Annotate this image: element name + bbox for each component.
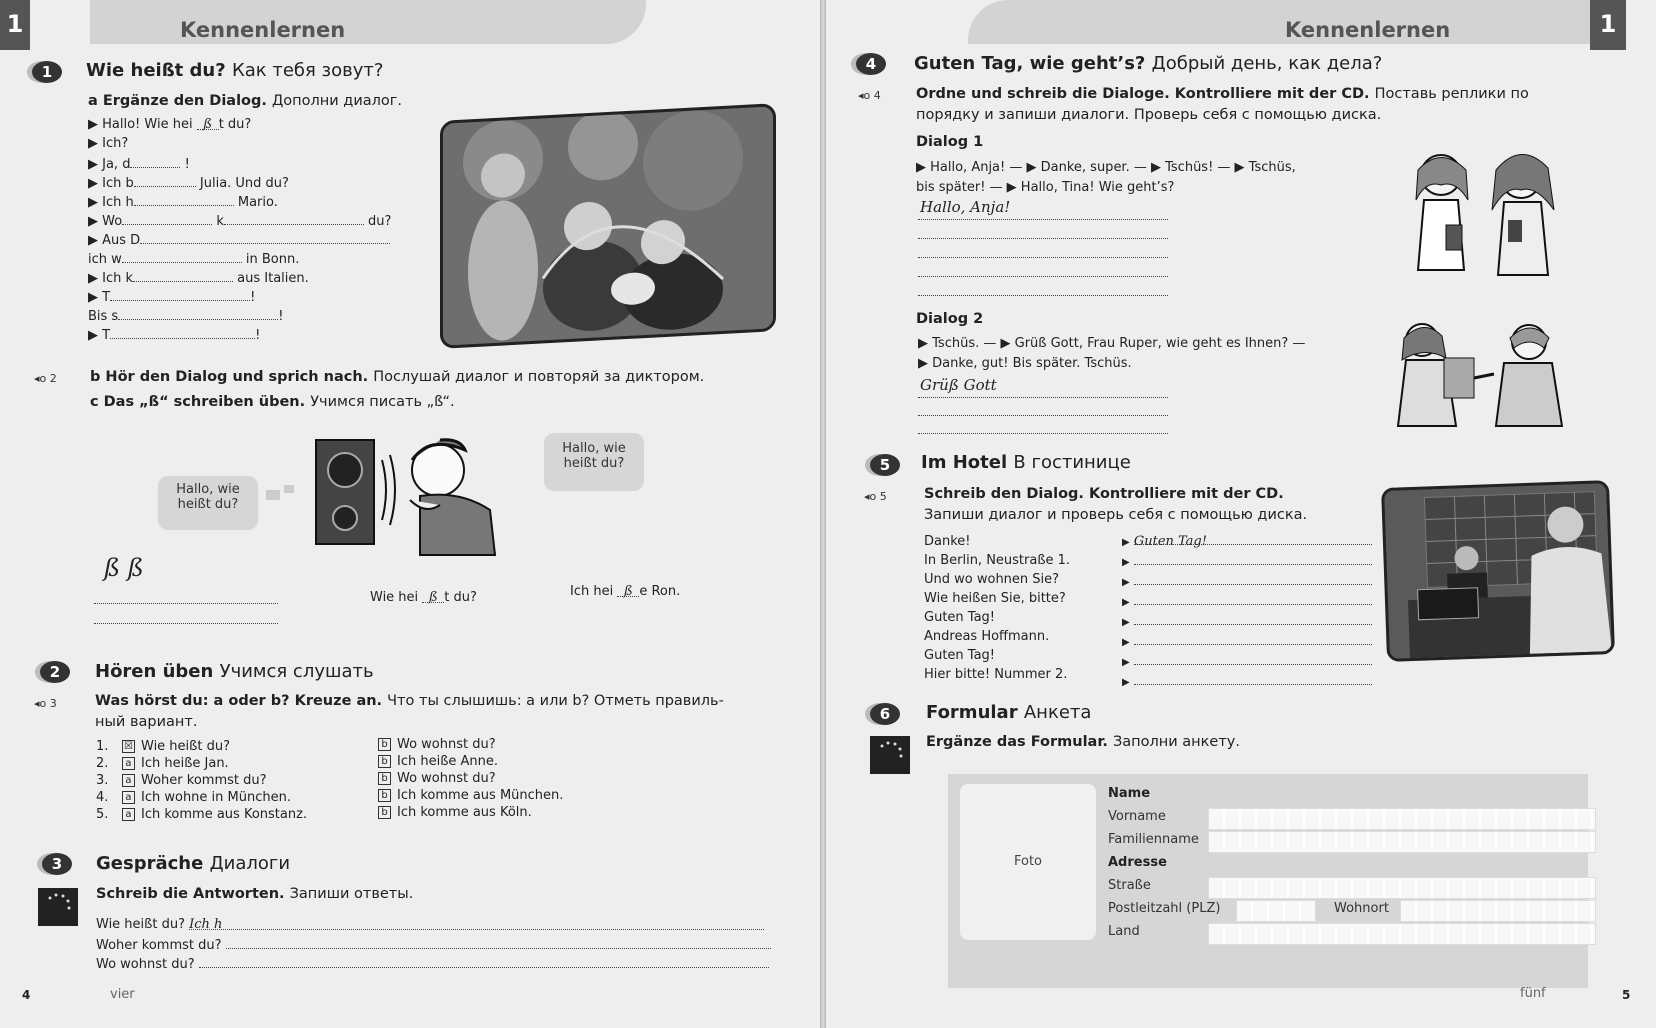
header-title: Kennenlernen [1285, 18, 1451, 42]
writing-line[interactable] [94, 603, 278, 604]
choice-item: b Ich komme aus München. [378, 787, 563, 804]
instruction-cont: порядку и запиши диалоги. Проверь себя с помощью диска. [916, 107, 1382, 123]
hotel-line: Guten Tag! [924, 610, 995, 625]
audio-track-icon[interactable]: ◂o 2 [34, 372, 57, 385]
photo-box[interactable]: Foto [960, 784, 1096, 940]
dialog-2-line: ▶ Danke, gut! Bis später. Tschüs. [918, 356, 1132, 371]
handwritten-answer: Grüß Gott [920, 376, 997, 394]
speech-bubble-left: Hallo, wie heißt du? [158, 476, 258, 530]
instruction-cont: ный вариант. [95, 714, 198, 730]
strasse-input[interactable] [1208, 877, 1596, 899]
right-page [826, 0, 1656, 1028]
writing-line[interactable] [94, 623, 278, 624]
hotel-line: In Berlin, Neustraße 1. [924, 553, 1071, 568]
photo-kids [440, 103, 776, 349]
choice-list-a [96, 738, 307, 823]
question-1: Wie heißt du? Ich h [96, 917, 764, 932]
checkbox-a[interactable]: a [122, 808, 135, 821]
dialog-line: ich w in Bonn. [88, 252, 300, 267]
exercise-number: 1 [32, 61, 62, 83]
plz-input[interactable] [1236, 900, 1316, 922]
answer-line[interactable]: ▶ [1122, 652, 1372, 672]
dialog-line: ▶ Ich? [88, 136, 129, 151]
instruction-c: c Das „ß“ schreiben üben. Учимся писать „ß“. [90, 394, 455, 410]
checkbox-b[interactable]: b [378, 806, 391, 819]
familienname-input[interactable] [1208, 831, 1596, 853]
hotel-lines [924, 532, 1070, 684]
hotel-line: Andreas Hoffmann. [924, 629, 1050, 644]
audio-track-icon[interactable]: ◂o 5 [864, 490, 887, 503]
answer-line[interactable]: ▶ [1122, 672, 1372, 692]
dialog-line: ▶ Ich h Mario. [88, 195, 278, 210]
page-word: fünf [1520, 986, 1546, 1001]
dialog-2-line: ▶ Tschüs. — ▶ Grüß Gott, Frau Ruper, wie geht es Ihnen? — [918, 336, 1306, 351]
writing-line[interactable] [918, 238, 1168, 239]
exercise-title: Formular Анкета [926, 702, 1092, 723]
choice-item: b Wo wohnst du? [378, 736, 563, 753]
dialog-line: ▶ Ja, d ! [88, 157, 190, 172]
vorname-label: Vorname [1108, 809, 1166, 824]
checkbox-a[interactable]: ☒ [122, 740, 135, 753]
instruction-b: b Hör den Dialog und sprich nach. Послушай диалог и повторяй за диктором. [90, 369, 705, 385]
dialog-line: ▶ Ich k aus Italien. [88, 271, 309, 286]
choice-item: b Wo wohnst du? [378, 770, 563, 787]
hotel-line: Guten Tag! [924, 648, 995, 663]
audio-track-icon[interactable]: ◂o 4 [858, 89, 881, 102]
choice-list-b [378, 736, 563, 821]
question-2: Woher kommst du? [96, 936, 771, 953]
exercise-title: Gespräche Диалоги [96, 853, 291, 874]
writing-line[interactable] [918, 295, 1168, 296]
instruction: Schreib den Dialog. Kontrolliere mit der CD. [924, 486, 1284, 502]
dialog-line: Bis s ! [88, 309, 284, 324]
exercise-number: 5 [870, 454, 900, 476]
land-label: Land [1108, 924, 1140, 939]
exercise-number: 2 [40, 661, 70, 683]
chapter-number: 1 [0, 0, 30, 50]
header-title: Kennenlernen [180, 18, 346, 42]
land-input[interactable] [1208, 923, 1596, 945]
portfolio-flag-icon [870, 736, 910, 774]
practice-sentence-2: Ich hei ß e Ron. [570, 584, 681, 599]
checkbox-b[interactable]: b [378, 772, 391, 785]
writing-line[interactable] [918, 415, 1168, 416]
checkbox-a[interactable]: a [122, 757, 135, 770]
checkbox-b[interactable]: b [378, 738, 391, 751]
page-word: vier [110, 987, 135, 1002]
speaker-boy-illustration [260, 430, 520, 560]
choice-item: 1. ☒ Wie heißt du? [96, 739, 230, 754]
exercise-title: Wie heißt du? Как тебя зовут? [86, 60, 384, 81]
dialog-line: ▶ T ! [88, 328, 261, 343]
header-tab [90, 0, 646, 44]
choice-item: 4. a Ich wohne in München. [96, 790, 291, 805]
question-3: Wo wohnst du? [96, 955, 769, 972]
instruction: Was hörst du: a oder b? Kreuze an. Что ты слышишь: а или b? Отметь правиль- [95, 693, 724, 709]
choice-item: 2. a Ich heiße Jan. [96, 756, 229, 771]
exercise-title: Im Hotel В гостинице [921, 452, 1131, 473]
writing-line[interactable] [918, 397, 1168, 398]
exercise-title: Hören üben Учимся слушать [95, 661, 374, 682]
hotel-line: Wie heißen Sie, bitte? [924, 591, 1066, 606]
audio-track-icon[interactable]: ◂o 3 [34, 697, 57, 710]
hotel-line: Und wo wohnen Sie? [924, 572, 1060, 587]
dialog-1-line: bis später! — ▶ Hallo, Tina! Wie geht’s? [916, 180, 1175, 195]
checkbox-b[interactable]: b [378, 789, 391, 802]
instruction: Ergänze das Formular. Заполни анкету. [926, 734, 1240, 750]
choice-item: 3. a Woher kommst du? [96, 773, 267, 788]
greeting-illustration [1384, 318, 1574, 430]
wohnort-label: Wohnort [1334, 901, 1389, 916]
strasse-label: Straße [1108, 878, 1151, 893]
answer-line[interactable]: ▶ Guten Tag! [1122, 532, 1372, 552]
choice-item: 5. a Ich komme aus Konstanz. [96, 807, 308, 822]
checkbox-b[interactable]: b [378, 755, 391, 768]
handwritten-answer: Hallo, Anja! [920, 198, 1011, 216]
writing-line[interactable] [918, 257, 1168, 258]
dialog-2-title: Dialog 2 [916, 311, 984, 327]
two-girls-illustration [1396, 140, 1576, 285]
writing-line[interactable] [918, 276, 1168, 277]
exercise-number: 6 [870, 703, 900, 725]
page-number: 5 [1622, 988, 1631, 1002]
exercise-number: 3 [42, 853, 72, 875]
dialog-line: ▶ T ! [88, 290, 256, 305]
answer-line[interactable]: ▶ [1122, 552, 1372, 572]
writing-line[interactable] [918, 433, 1168, 434]
writing-line[interactable] [918, 219, 1168, 220]
choice-item: b Ich heiße Anne. [378, 753, 563, 770]
photo-hotel-reception [1381, 480, 1615, 662]
page-number: 4 [22, 988, 31, 1002]
handwritten-sample: ß ß [104, 554, 144, 582]
vorname-input[interactable] [1208, 808, 1596, 830]
exercise-number: 4 [856, 53, 886, 75]
left-page [0, 0, 820, 1028]
answer-line[interactable]: ▶ [1122, 612, 1372, 632]
adresse-heading: Adresse [1108, 855, 1167, 870]
checkbox-a[interactable]: a [122, 791, 135, 804]
name-heading: Name [1108, 786, 1151, 801]
answer-line[interactable]: ▶ [1122, 632, 1372, 652]
dialog-line: ▶ Wo k du? [88, 214, 392, 229]
dialog-line: ▶ Hallo! Wie hei ß t du? [88, 117, 252, 132]
instruction-a: a Ergänze den Dialog. Дополни диалог. [88, 93, 403, 109]
dialog-line: ▶ Aus D [88, 231, 390, 248]
choice-item: b Ich komme aus Köln. [378, 804, 563, 821]
wohnort-input[interactable] [1400, 900, 1596, 922]
answer-line[interactable]: ▶ [1122, 592, 1372, 612]
dialog-1-title: Dialog 1 [916, 134, 984, 150]
answer-lines [1122, 532, 1372, 692]
hotel-line: Hier bitte! Nummer 2. [924, 667, 1068, 682]
plz-label: Postleitzahl (PLZ) [1108, 901, 1221, 916]
portfolio-flag-icon [38, 888, 78, 926]
instruction-ru: Запиши диалог и проверь себя с помощью диска. [924, 507, 1308, 523]
checkbox-a[interactable]: a [122, 774, 135, 787]
dialog-1-line: ▶ Hallo, Anja! — ▶ Danke, super. — ▶ Tschüs! — ▶ Tschüs, [916, 160, 1296, 175]
instruction: Schreib die Antworten. Запиши ответы. [96, 886, 414, 902]
answer-line[interactable]: ▶ [1122, 572, 1372, 592]
dialog-line: ▶ Ich b Julia. Und du? [88, 176, 289, 191]
instruction: Ordne und schreib die Dialoge. Kontrolliere mit der CD. Поставь реплики по [916, 86, 1529, 102]
speech-bubble-right: Hallo, wie heißt du? [544, 433, 644, 491]
chapter-number: 1 [1590, 0, 1626, 50]
practice-sentence-1: Wie hei ß t du? [370, 590, 477, 605]
hotel-line: Danke! [924, 534, 971, 549]
familienname-label: Familienname [1108, 832, 1199, 847]
exercise-title: Guten Tag, wie geht’s? Добрый день, как дела? [914, 53, 1383, 74]
